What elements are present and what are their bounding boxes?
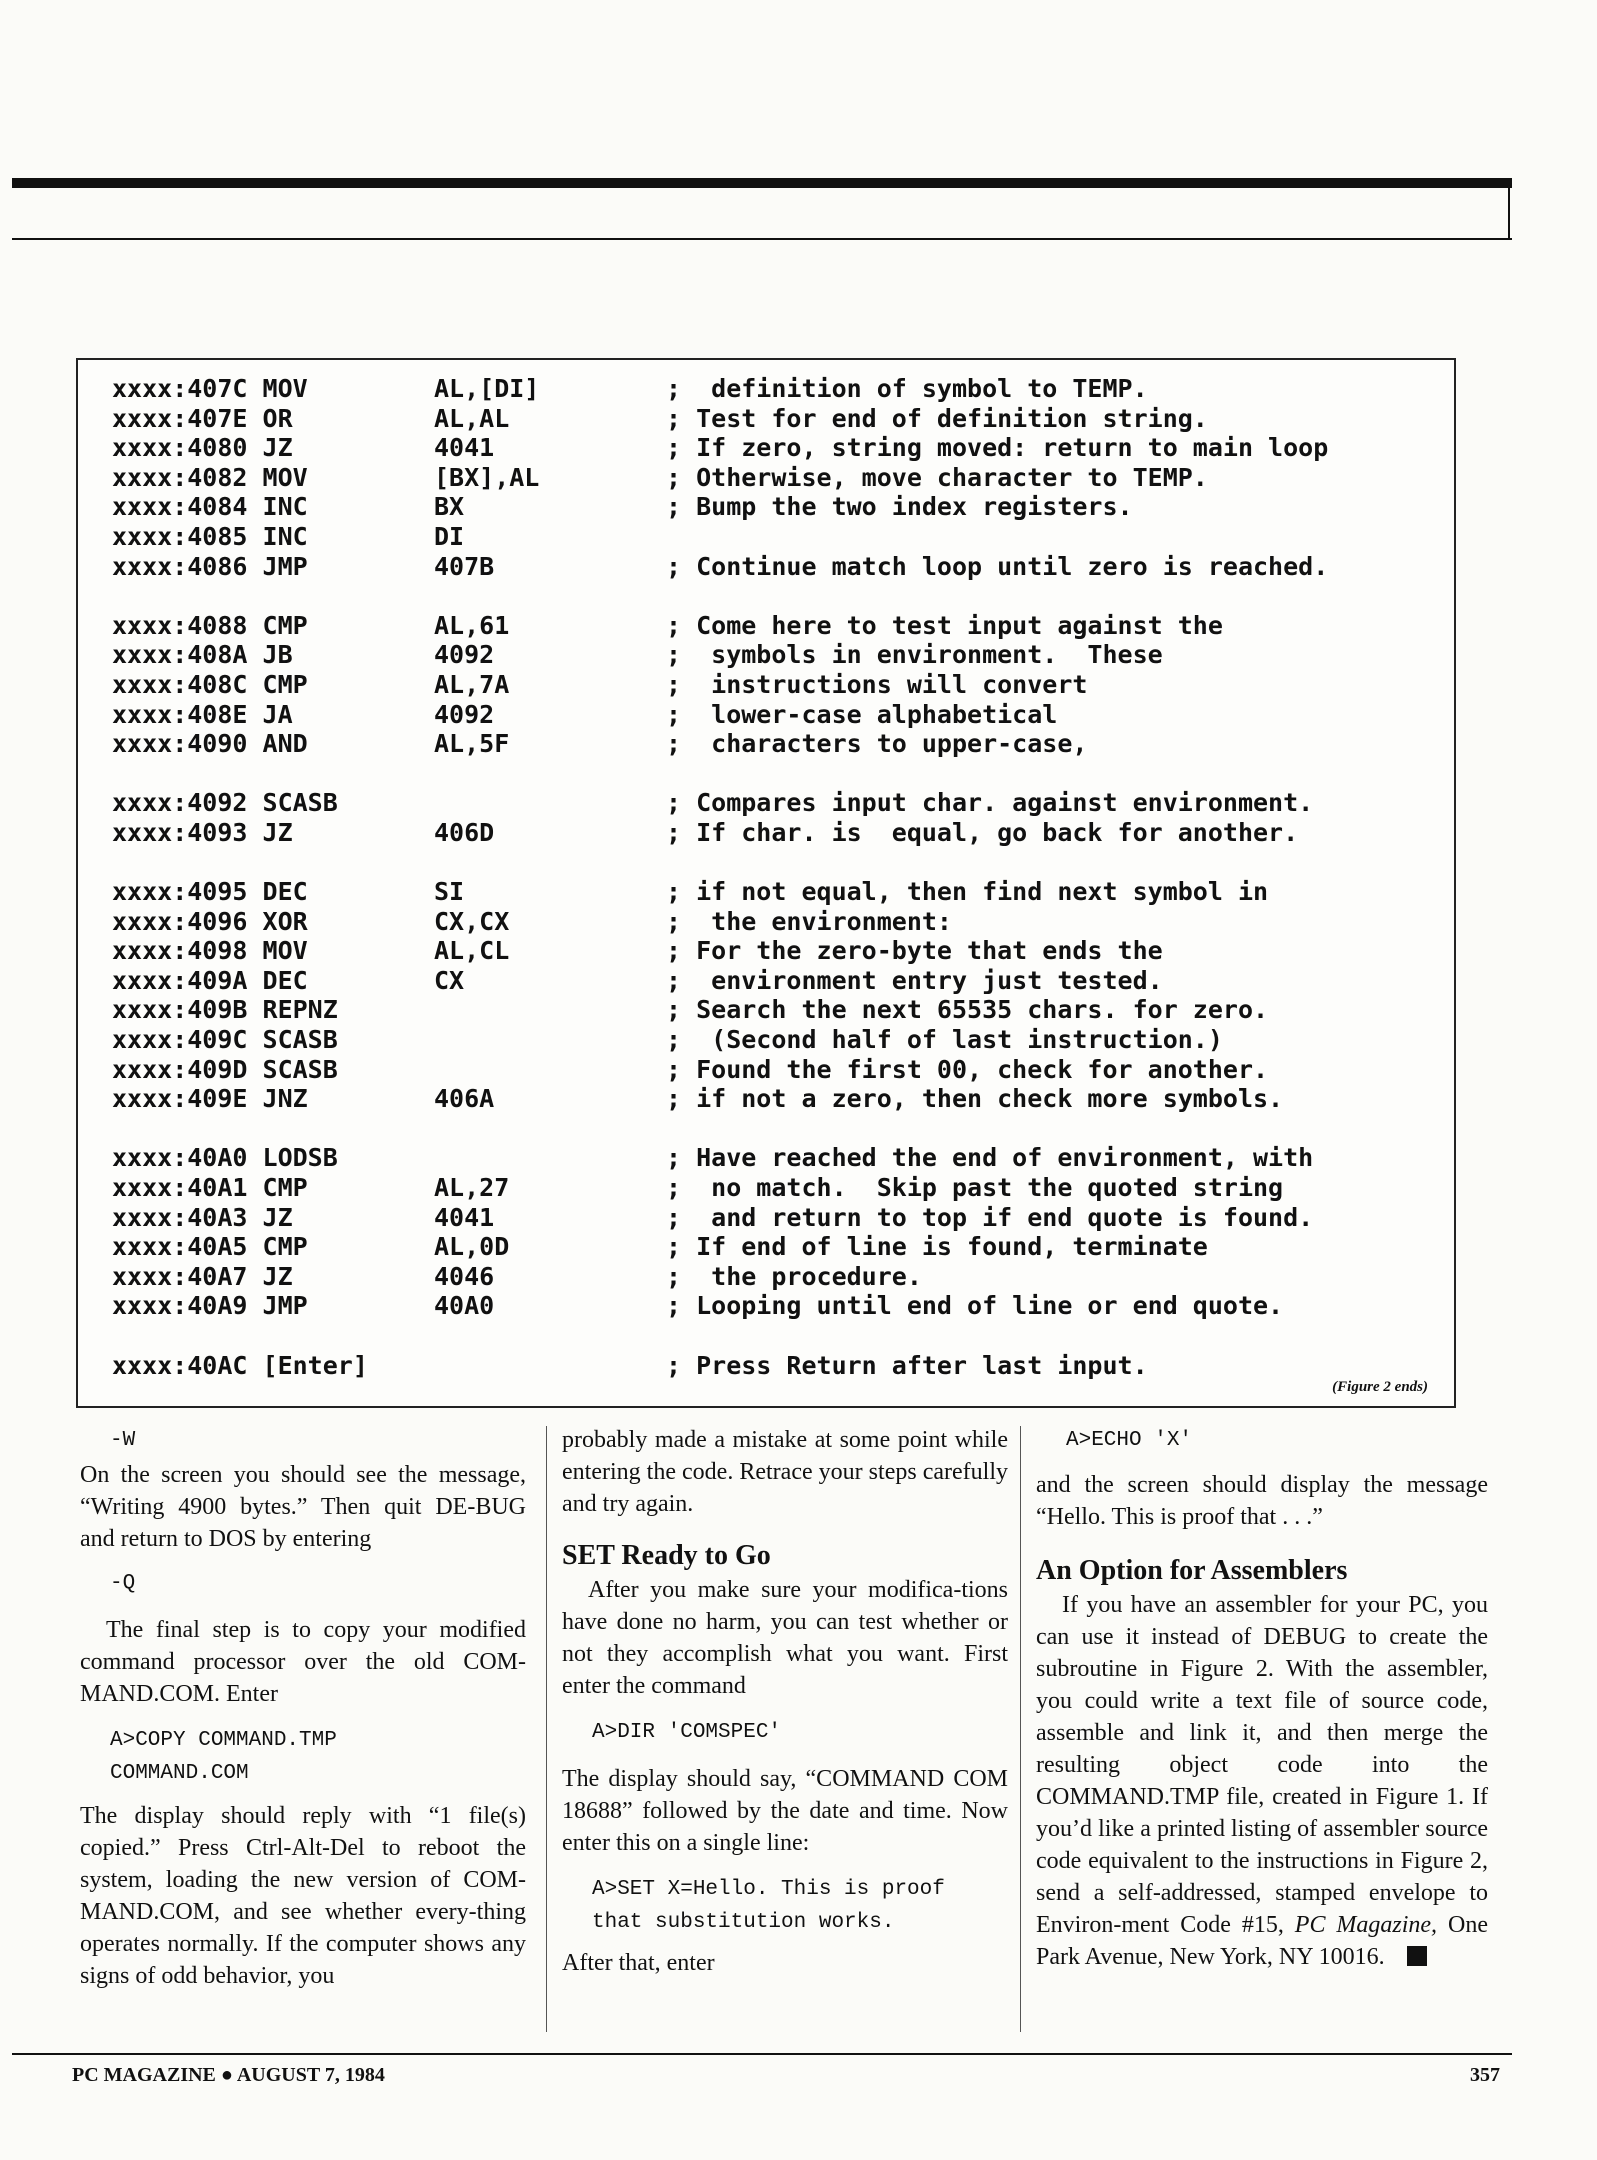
listing-address-op: xxxx:407C MOV [112, 374, 308, 403]
listing-operand: AL,27 [434, 1173, 510, 1203]
listing-operand: [BX],AL [434, 462, 540, 492]
listing-comment: ; If char. is equal, go back for another. [666, 817, 1299, 847]
listing-address-op: xxxx:4098 MOV [112, 936, 308, 966]
listing-operand: AL,AL [434, 403, 510, 433]
command-line: -W [110, 1429, 136, 1452]
figure-2-listing [76, 358, 1456, 1408]
paragraph: On the screen you should see the message, “Writing 4900 bytes.” Then quit DE-BUG and return to DOS by entering [80, 1462, 526, 1552]
end-mark-icon [1407, 1946, 1427, 1966]
command-line: A>COPY COMMAND.TMP [110, 1729, 337, 1752]
column-1 [80, 1424, 526, 1992]
listing-address-op: xxxx:40AC [Enter] [112, 1350, 368, 1380]
listing-operand [434, 788, 666, 818]
listing-comment: ; if not a zero, then check more symbols. [666, 1084, 1284, 1114]
paragraph: probably made a mistake at some point while entering the code. Retrace your steps carefully and try again. [562, 1427, 1008, 1517]
listing-operand: 4092 [434, 699, 495, 729]
section-heading: SET Ready to Go [562, 1540, 771, 1571]
listing-comment: ; Bump the two index registers. [666, 492, 1133, 522]
listing-operand [434, 1025, 666, 1055]
listing-operand: CX [434, 965, 465, 995]
listing-address-op: xxxx:4095 DEC [112, 877, 308, 907]
listing-comment: ; Compares input char. against environment. [666, 788, 1314, 818]
listing-address-op: xxxx:4096 XOR [112, 906, 308, 936]
code-listing [112, 374, 1442, 1380]
listing-address-op: xxxx:40A5 CMP [112, 1232, 308, 1262]
listing-operand: 407B [434, 551, 495, 581]
listing-comment: ; the environment: [666, 906, 952, 936]
listing-address-op: xxxx:409C SCASB [112, 1025, 338, 1055]
listing-operand [434, 1055, 666, 1085]
listing-address-op: xxxx:40A1 CMP [112, 1173, 308, 1203]
listing-comment: ; If zero, string moved: return to main loop [666, 433, 1329, 463]
command-line: A>DIR 'COMSPEC' [592, 1721, 782, 1744]
listing-comment: ; if not equal, then find next symbol in [666, 877, 1269, 907]
listing-comment: ; instructions will convert [666, 669, 1088, 699]
header-rule [12, 238, 1512, 240]
listing-gap [112, 1114, 1442, 1144]
listing-comment: ; For the zero-byte that ends the [666, 936, 1163, 966]
listing-comment: ; symbols in environment. These [666, 640, 1163, 670]
listing-gap [112, 759, 1442, 789]
listing-operand: 40A0 [434, 1291, 495, 1321]
command-line: that substitution works. [592, 1911, 895, 1934]
listing-operand: AL,5F [434, 729, 510, 759]
listing-comment: ; Continue match loop until zero is reached. [666, 551, 1329, 581]
listing-address-op: xxxx:40A0 LODSB [112, 1143, 338, 1173]
listing-operand: AL,0D [434, 1232, 510, 1262]
listing-comment: ; no match. Skip past the quoted string [666, 1173, 1284, 1203]
listing-address-op: xxxx:4088 CMP [112, 610, 308, 640]
listing-operand: 406D [434, 817, 495, 847]
listing-operand [434, 1351, 666, 1381]
footer-publication: PC MAGAZINE ● AUGUST 7, 1984 [72, 2064, 385, 2086]
listing-operand: CX,CX [434, 906, 510, 936]
listing-address-op: xxxx:4084 INC [112, 492, 308, 522]
listing-gap [112, 581, 1442, 611]
listing-operand [434, 995, 666, 1025]
listing-operand: AL,CL [434, 936, 510, 966]
figure-end-note: (Figure 2 ends) [1332, 1379, 1428, 1395]
listing-operand: SI [434, 877, 465, 907]
listing-gap [112, 848, 1442, 878]
listing-comment: ; Come here to test input against the [666, 610, 1223, 640]
paragraph: The final step is to copy your modified command processor over the old COM-MAND.COM. Enter [80, 1617, 526, 1707]
listing-comment: ; Test for end of definition string. [666, 403, 1208, 433]
listing-comment: ; Press Return after last input. [666, 1350, 1148, 1380]
listing-address-op: xxxx:4080 JZ [112, 433, 293, 463]
listing-address-op: xxxx:40A7 JZ [112, 1261, 293, 1291]
listing-operand: 4041 [434, 433, 495, 463]
column-2 [562, 1424, 1008, 1979]
listing-address-op: xxxx:409B REPNZ [112, 995, 338, 1025]
listing-address-op: xxxx:408A JB [112, 640, 293, 670]
column-3 [1036, 1424, 1488, 1973]
listing-operand: DI [434, 521, 465, 551]
listing-comment: ; characters to upper-case, [666, 729, 1088, 759]
listing-address-op: xxxx:40A3 JZ [112, 1202, 293, 1232]
listing-comment: ; (Second half of last instruction.) [666, 1025, 1223, 1055]
listing-address-op: xxxx:409D SCASB [112, 1054, 338, 1084]
listing-comment: ; If end of line is found, terminate [666, 1232, 1208, 1262]
paragraph [1036, 1589, 1488, 1973]
paragraph: The display should say, “COMMAND COM 18688” followed by the date and time. Now enter this on a single line: [562, 1766, 1008, 1856]
listing-address-op: xxxx:4092 SCASB [112, 788, 338, 818]
listing-comment: ; the procedure. [666, 1261, 922, 1291]
listing-comment: ; Have reached the end of environment, with [666, 1143, 1314, 1173]
listing-comment: ; Looping until end of line or end quote. [666, 1291, 1284, 1321]
paragraph: The display should reply with “1 file(s) copied.” Press Ctrl-Alt-Del to reboot the system, loading the new version of COM-MAND.COM, and see whether every-thing operates normally. If the computer shows any signs of odd behavior, you [80, 1803, 526, 1989]
listing-address-op: xxxx:409E JNZ [112, 1084, 308, 1114]
listing-comment [666, 522, 1442, 552]
listing-address-op: xxxx:407E OR [112, 403, 293, 433]
listing-address-op: xxxx:409A DEC [112, 965, 308, 995]
listing-comment: ; definition of symbol to TEMP. [666, 374, 1148, 403]
top-rule [12, 178, 1512, 188]
listing-gap [112, 1321, 1442, 1351]
column-divider [1020, 1426, 1021, 2032]
command-line: A>ECHO 'X' [1066, 1429, 1193, 1452]
listing-address-op: xxxx:4093 JZ [112, 817, 293, 847]
magazine-name: PC Magazine, [1294, 1912, 1438, 1938]
paragraph: After that, enter [562, 1950, 715, 1976]
paragraph-text: One Park Avenue, New York, NY 10016. [1036, 1912, 1488, 1970]
command-line: COMMAND.COM [110, 1762, 249, 1785]
listing-comment: ; and return to top if end quote is found. [666, 1202, 1314, 1232]
header-vertical-rule [1508, 178, 1510, 240]
paragraph: After you make sure your modifica-tions have done no harm, you can test whether or not they accomplish what you want. First enter the command [562, 1577, 1008, 1699]
listing-address-op: xxxx:4085 INC [112, 521, 308, 551]
listing-operand [434, 1143, 666, 1173]
listing-operand: 4092 [434, 640, 495, 670]
listing-address-op: xxxx:408E JA [112, 699, 293, 729]
listing-operand: 406A [434, 1084, 495, 1114]
listing-address-op: xxxx:40A9 JMP [112, 1291, 308, 1321]
listing-address-op: xxxx:4090 AND [112, 729, 308, 759]
page-number: 357 [1470, 2064, 1500, 2086]
listing-address-op: xxxx:4086 JMP [112, 551, 308, 581]
listing-comment: ; Found the first 00, check for another. [666, 1054, 1269, 1084]
listing-operand: 4046 [434, 1261, 495, 1291]
listing-comment: ; lower-case alphabetical [666, 699, 1058, 729]
listing-operand: AL,61 [434, 610, 510, 640]
column-divider [546, 1426, 547, 2032]
listing-operand: BX [434, 492, 465, 522]
listing-comment: ; Search the next 65535 chars. for zero. [666, 995, 1269, 1025]
listing-operand: AL,7A [434, 669, 510, 699]
listing-comment: ; environment entry just tested. [666, 965, 1163, 995]
paragraph-text: If you have an assembler for your PC, you can use it instead of DEBUG to create the subroutine in Figure 2. With the assembler, you could write a text file of source code, assemble and link it, and then merge the resulting object code into the COMMAND.TMP file, created in Figure 1. If you’d like a printed listing of assembler source code equivalent to the instructions in Figure 2, send a self-addressed, stamped envelope to Environ-ment Code #15, [1036, 1592, 1488, 1938]
listing-operand: 4041 [434, 1202, 495, 1232]
listing-address-op: xxxx:408C CMP [112, 669, 308, 699]
command-line: -Q [110, 1572, 136, 1595]
listing-address-op: xxxx:4082 MOV [112, 462, 308, 492]
footer-rule [12, 2053, 1512, 2055]
paragraph: and the screen should display the message “Hello. This is proof that . . .” [1036, 1472, 1488, 1530]
listing-operand: AL,[DI] [434, 374, 540, 403]
section-heading: An Option for Assemblers [1036, 1555, 1348, 1586]
command-line: A>SET X=Hello. This is proof [592, 1878, 945, 1901]
listing-comment: ; Otherwise, move character to TEMP. [666, 462, 1208, 492]
